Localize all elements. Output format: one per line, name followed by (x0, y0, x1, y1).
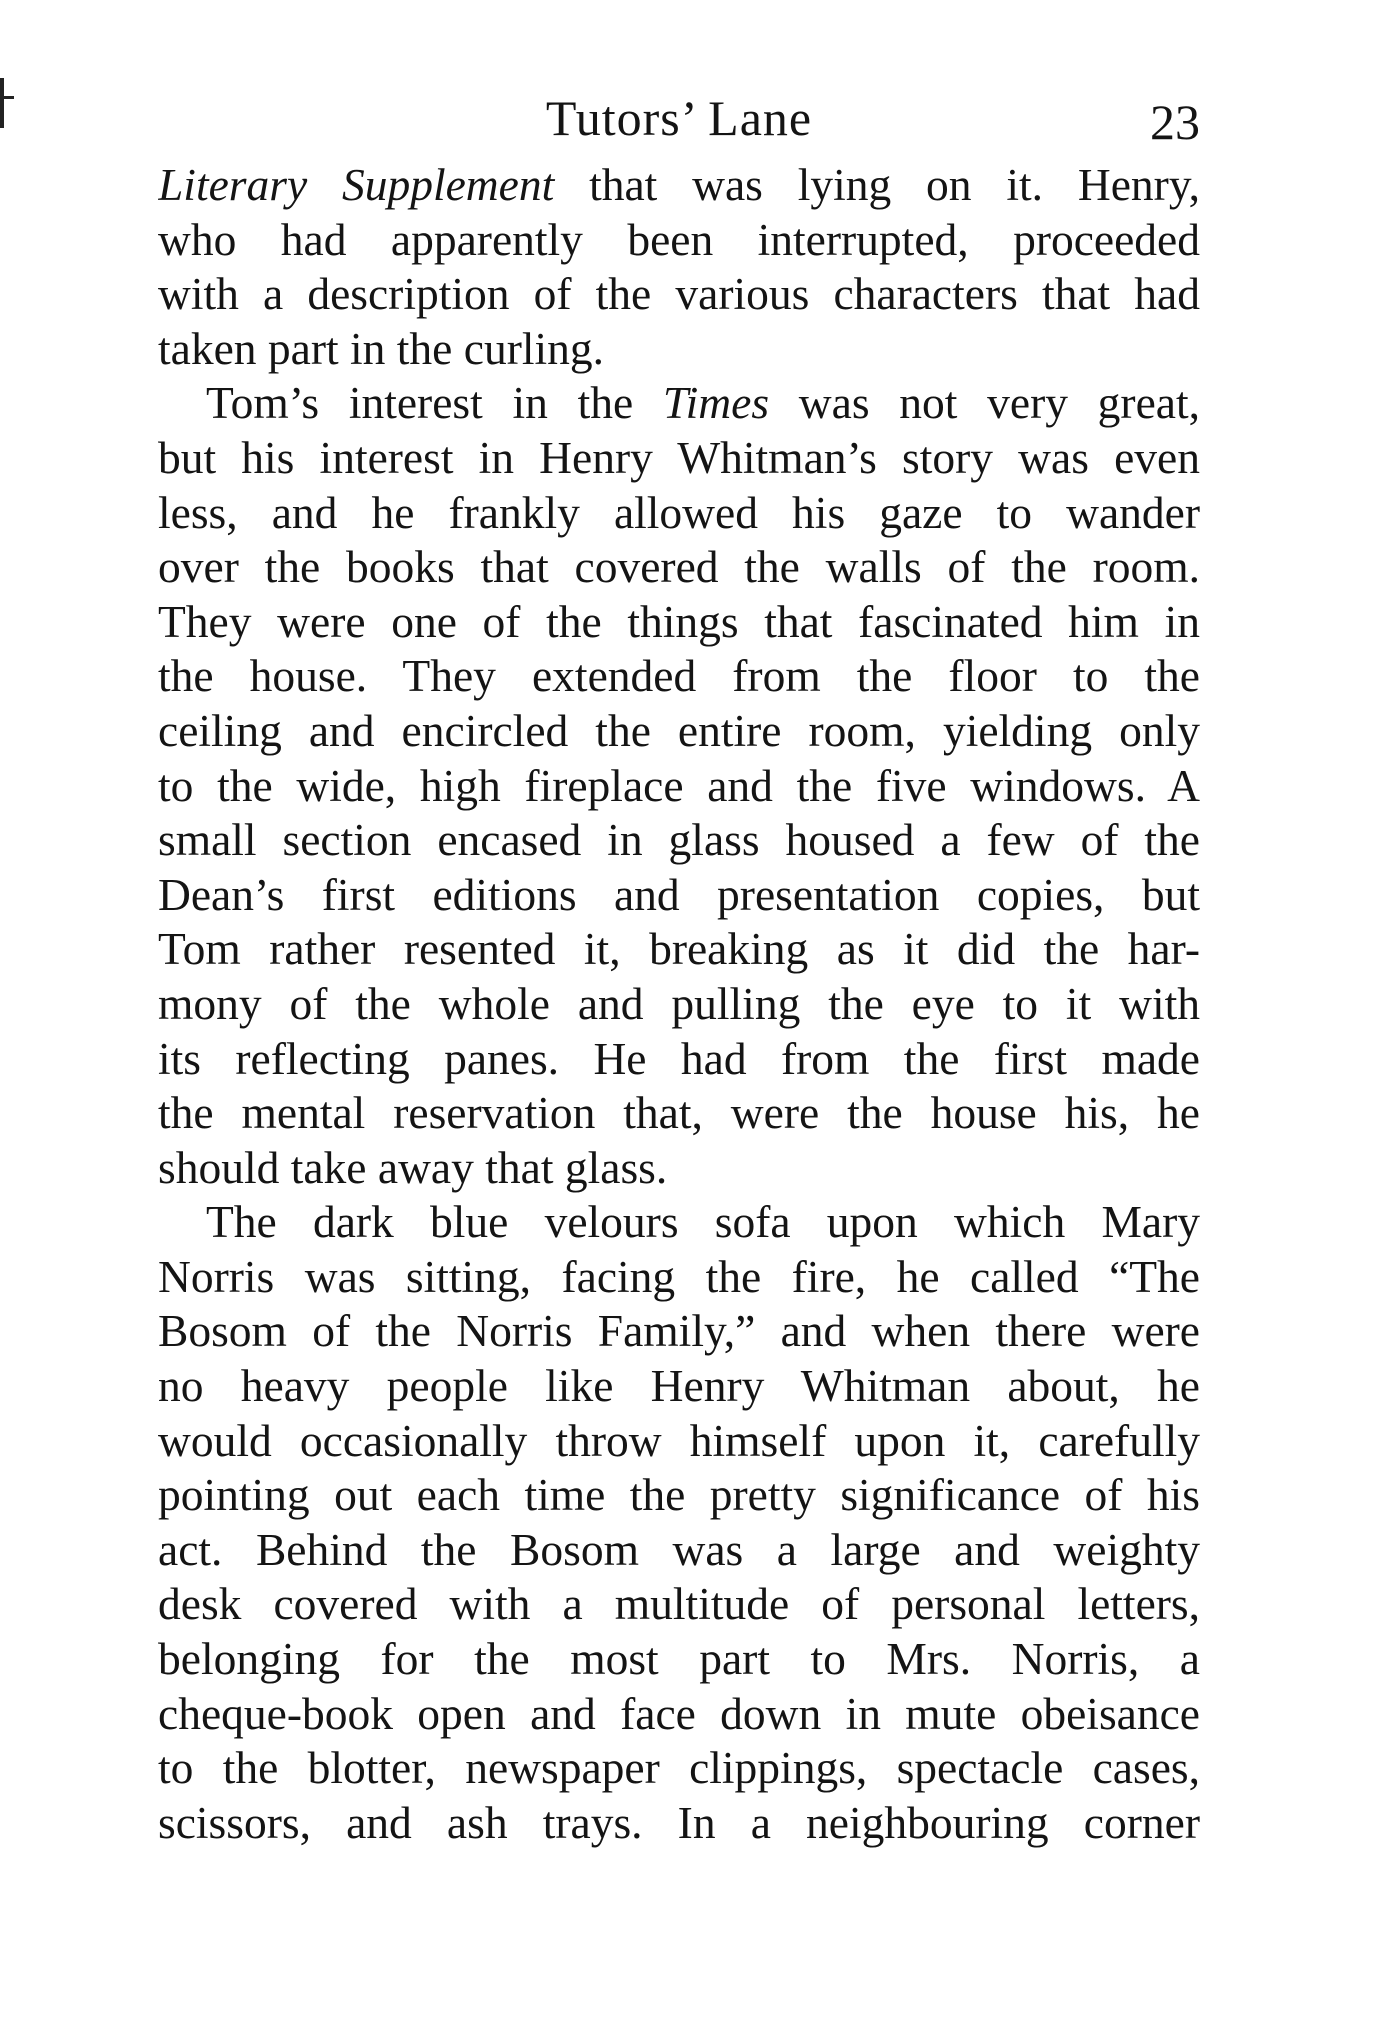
text-line: no heavy people like Henry Whitman about, he (158, 1360, 1200, 1412)
text-line: ceiling and encircled the entire room, yielding only (158, 704, 1200, 756)
text-line: pointing out each time the pretty significance of his (158, 1469, 1200, 1521)
scan-edge-tick (4, 96, 14, 99)
text-line: cheque-book open and face down in mute obeisance (158, 1687, 1200, 1739)
text-line: the mental reservation that, were the house his, he (158, 1087, 1200, 1139)
text-line: over the books that covered the walls of the room. (158, 541, 1200, 593)
text-line: would occasionally throw himself upon it, carefully (158, 1414, 1200, 1466)
text-line: taken part in the curling. (158, 322, 605, 374)
text-line: less, and he frankly allowed his gaze to wander (158, 486, 1200, 538)
text-line: mony of the whole and pulling the eye to it with (158, 977, 1200, 1029)
text-line: They were one of the things that fascinated him in (158, 595, 1200, 647)
text-line: to the wide, high fireplace and the five windows. A (158, 759, 1200, 811)
text-line: Bosom of the Norris Family,” and when there were (158, 1305, 1200, 1357)
text-line: small section encased in glass housed a few of the (158, 814, 1200, 866)
text-line: Tom’s interest in the Times was not very great, (206, 377, 1200, 429)
text-line: desk covered with a multitude of personal letters, (158, 1578, 1200, 1630)
italic-title: Times (662, 377, 770, 429)
text-line: Dean’s first editions and presentation copies, but (158, 868, 1200, 920)
text-line: Norris was sitting, facing the fire, he called “The (158, 1250, 1200, 1302)
text-line: act. Behind the Bosom was a large and weighty (158, 1523, 1200, 1575)
text-line: Tom rather resented it, breaking as it did the har- (158, 923, 1200, 975)
text-line: the house. They extended from the floor to the (158, 650, 1200, 702)
text-line: belonging for the most part to Mrs. Norris, a (158, 1633, 1200, 1685)
text-line: should take away that glass. (158, 1141, 668, 1193)
text-line: who had apparently been interrupted, proceeded (158, 213, 1200, 265)
page-number: 23 (1150, 94, 1200, 150)
text-line: but his interest in Henry Whitman’s story was even (158, 431, 1200, 483)
body-text (158, 158, 1200, 1850)
scan-margin-mark (0, 78, 4, 128)
text-line: its reflecting panes. He had from the first made (158, 1032, 1200, 1084)
page-header (158, 88, 1200, 148)
text-line: scissors, and ash trays. In a neighbouring corner (158, 1796, 1200, 1848)
text-line: to the blotter, newspaper clippings, spectacle cases, (158, 1742, 1200, 1794)
italic-title: Literary Supplement (158, 159, 555, 210)
text-line: The dark blue velours sofa upon which Mary (206, 1196, 1200, 1248)
text-line: Literary Supplement that was lying on it. Henry, (158, 159, 1200, 210)
text-line: with a description of the various characters that had (158, 268, 1200, 320)
running-title: Tutors’ Lane (545, 90, 813, 146)
